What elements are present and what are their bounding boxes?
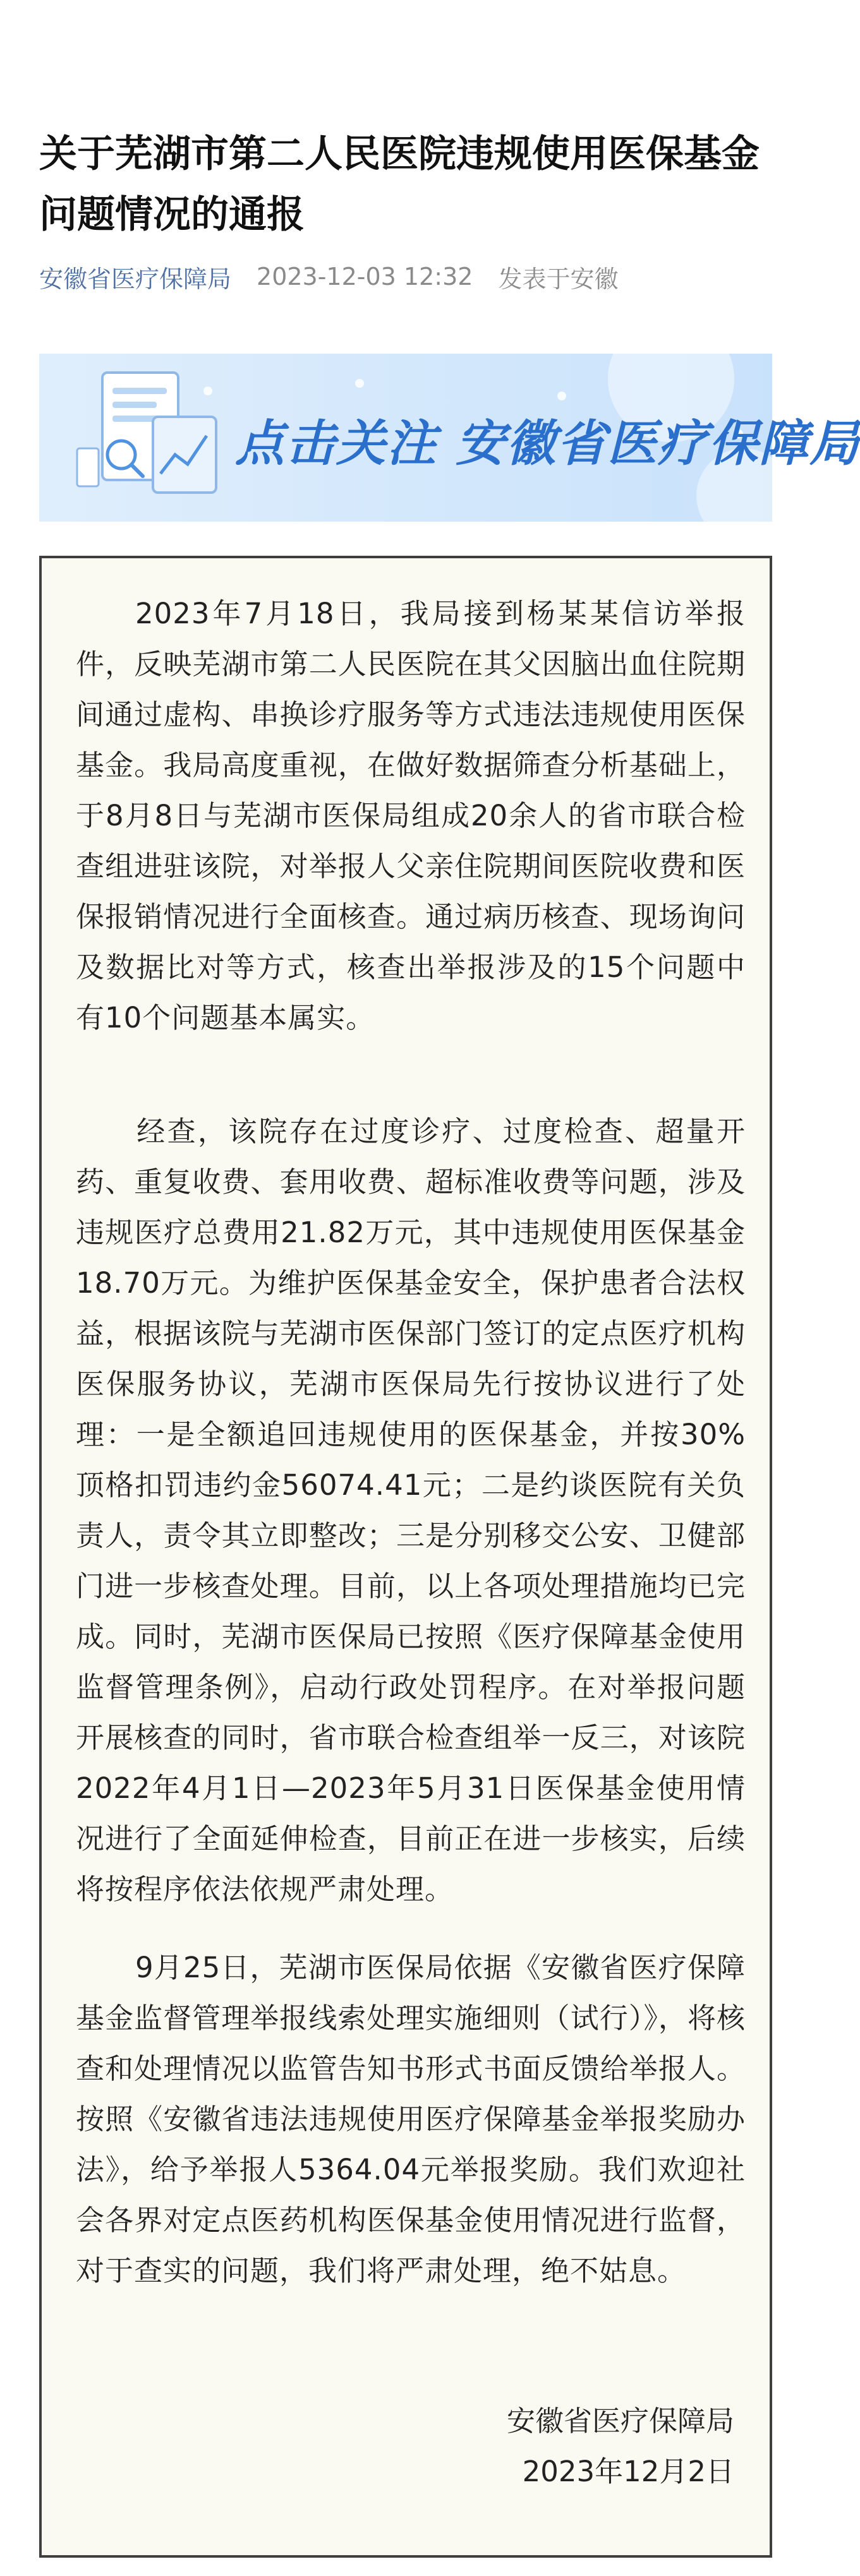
source-account-link[interactable]: 安徽省医疗保障局	[39, 265, 232, 293]
banner-dot-decoration	[355, 379, 364, 388]
body-paragraph-3	[76, 1943, 746, 2296]
article-body	[39, 556, 772, 2558]
publish-datetime: 2023-12-03 12:32	[257, 263, 473, 291]
body-paragraph-2	[76, 1106, 746, 1915]
article-title: 关于芜湖市第二人民医院违规使用医保基金问题情况的通报	[39, 132, 760, 237]
publish-location: 发表于安徽	[498, 265, 619, 293]
signature-date: 2023年12月2日	[522, 2455, 734, 2488]
article-meta	[39, 258, 618, 296]
follow-banner[interactable]	[39, 354, 860, 522]
body-paragraph-3-text: 9月25日，芜湖市医保局依据《安徽省医疗保障基金监督管理举报线索处理实施细则（试行）》，将核查和处理情况以监管告知书形式书面反馈给举报人。按照《安徽省违法违规使用医疗保障基金举报奖励办法》，给予举报人5364.04元举报奖励。我们欢迎社会各界对定点医药机构医保基金使用情况进行监督，对于查实的问题，我们将严肃处理，绝不姑息。	[76, 1951, 746, 2287]
banner-follow-text: 点击关注 安徽省医疗保障局	[235, 416, 860, 472]
body-paragraph-2-text: 经查，该院存在过度诊疗、过度检查、超量开药、重复收费、套用收费、超标准收费等问题，涉及违规医疗总费用21.82万元，其中违规使用医保基金18.70万元。为维护医保基金安全，保护患者合法权益，根据该院与芜湖市医保部门签订的定点医疗机构医保服务协议，芜湖市医保局先行按协议进行了处理：一是全额追回违规使用的医保基金，并按30%顶格扣罚违约金56074.41元；二是约谈医院有关负责人，责令其立即整改；三是分别移交公安、卫健部门进一步核查处理。目前，以上各项处理措施均已完成。同时，芜湖市医保局已按照《医疗保障基金使用监督管理条例》，启动行政处罚程序。在对举报问题开展核查的同时，省市联合检查组举一反三，对该院2022年4月1日—2023年5月31日医保基金使用情况进行了全面延伸检查，目前正在进一步核实，后续将按程序依法依规严肃处理。	[76, 1115, 746, 1906]
body-paragraph-1	[76, 589, 746, 1043]
body-paragraph-1-text: 2023年7月18日，我局接到杨某某信访举报件，反映芜湖市第二人民医院在其父因脑出血住院期间通过虚构、串换诊疗服务等方式违法违规使用医保基金。我局高度重视，在做好数据筛查分析基础上，于8月8日与芜湖市医保局组成20余人的省市联合检查组进驻该院，对举报人父亲住院期间医院收费和医保报销情况进行全面核查。通过病历核查、现场询问及数据比对等方式，核查出举报涉及的15个问题中有10个问题基本属实。	[76, 597, 746, 1034]
banner-dot-decoration	[557, 392, 566, 400]
document-illustration-icon	[77, 360, 229, 512]
signature-organization: 安徽省医疗保障局	[506, 2404, 734, 2438]
